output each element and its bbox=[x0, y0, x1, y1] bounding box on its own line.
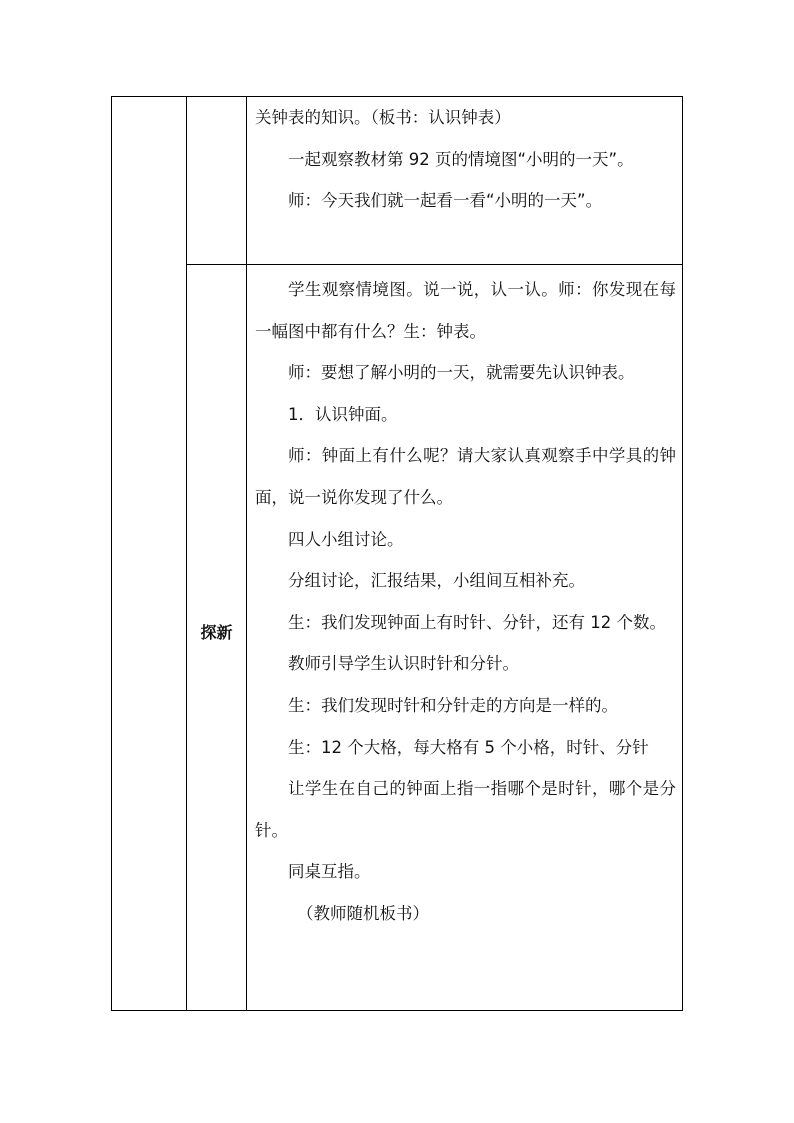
explore-cell bbox=[255, 269, 676, 935]
paragraph: 生：我们发现时针和分针走的方向是一样的。 bbox=[288, 695, 618, 715]
paragraph: 学生观察情境图。说一说，认一认。师：你发现在每一幅图中都有什么？生：钟表。 bbox=[255, 280, 676, 341]
column-divider bbox=[246, 97, 247, 1010]
intro-line: 一起观察教材第 92 页的情境图“小明的一天”。 bbox=[288, 149, 634, 169]
column-divider bbox=[186, 97, 187, 1010]
section-label: 探新 bbox=[200, 623, 233, 642]
paragraph: 分组讨论，汇报结果，小组间互相补充。 bbox=[288, 571, 585, 591]
paragraph: 四人小组讨论。 bbox=[288, 529, 404, 549]
paragraph: 生：12 个大格，每大格有 5 个小格，时针、分针 bbox=[288, 737, 649, 757]
lesson-table bbox=[111, 96, 683, 1011]
paragraph: 师：要想了解小明的一天，就需要先认识钟表。 bbox=[288, 363, 635, 383]
intro-line: 师：今天我们就一起看一看“小明的一天”。 bbox=[288, 191, 603, 211]
paragraph: 教师引导学生认识时针和分针。 bbox=[288, 654, 519, 674]
paragraph: 1．认识钟面。 bbox=[288, 404, 398, 424]
paragraph: 师：钟面上有什么呢？请大家认真观察手中学具的钟面，说一说你发现了什么。 bbox=[255, 446, 676, 507]
paragraph: 生：我们发现钟面上有时针、分针，还有 12 个数。 bbox=[288, 612, 666, 632]
paragraph: （教师随机板书） bbox=[297, 903, 429, 923]
paragraph: 同桌互指。 bbox=[288, 862, 371, 882]
intro-line: 关钟表的知识。（板书：认识钟表） bbox=[255, 108, 511, 127]
paragraph: 让学生在自己的钟面上指一指哪个是时针，哪个是分针。 bbox=[255, 779, 676, 840]
intro-cell bbox=[255, 97, 676, 222]
row-divider bbox=[186, 264, 682, 265]
